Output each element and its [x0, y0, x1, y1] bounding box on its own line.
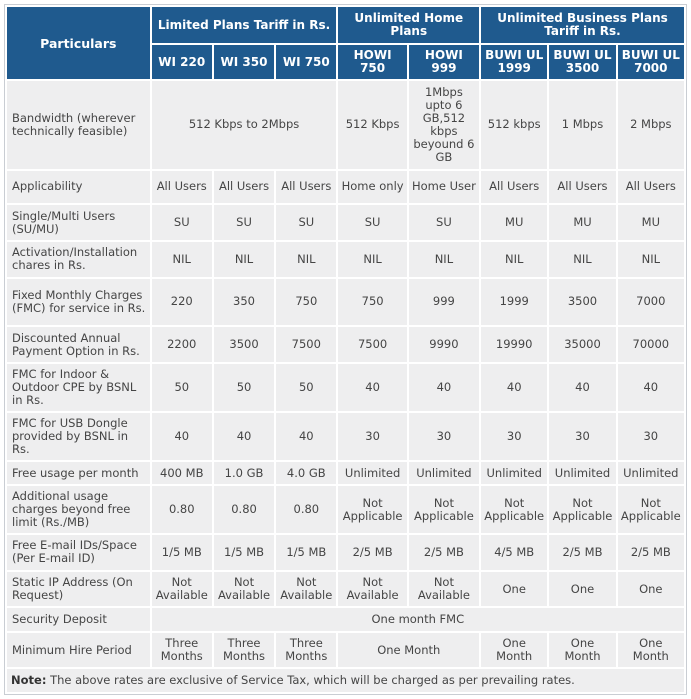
table-cell: 1Mbps upto 6 GB,512 kbps beyound 6 GB — [409, 81, 479, 169]
table-cell: NIL — [481, 242, 547, 277]
table-cell: 2200 — [152, 327, 212, 362]
table-cell: 30 — [338, 413, 406, 460]
row-security-deposit — [7, 608, 684, 630]
table-cell: 70000 — [618, 327, 684, 362]
table-cell: SU — [152, 205, 212, 240]
table-cell: NIL — [214, 242, 274, 277]
plan-header-buwi1999: BUWI UL 1999 — [481, 45, 547, 79]
table-cell: MU — [549, 205, 615, 240]
table-cell: 1/5 MB — [214, 535, 274, 570]
particulars-header: Particulars — [7, 7, 150, 79]
table-cell: One Month — [338, 633, 479, 668]
row-fmc — [7, 279, 684, 326]
table-cell: 40 — [276, 413, 336, 460]
table-cell: NIL — [618, 242, 684, 277]
group-header-row — [7, 7, 684, 43]
table-cell: All Users — [481, 171, 547, 204]
table-cell: SU — [214, 205, 274, 240]
table-cell: 2/5 MB — [549, 535, 615, 570]
row-activation — [7, 242, 684, 277]
table-cell: One — [549, 572, 615, 607]
table-cell: 4/5 MB — [481, 535, 547, 570]
table-cell: All Users — [549, 171, 615, 204]
table-cell: Three Months — [276, 633, 336, 668]
group-header-home: Unlimited Home Plans — [338, 7, 479, 43]
row-additional-usage — [7, 486, 684, 533]
table-cell: One Month — [549, 633, 615, 668]
table-cell: NIL — [549, 242, 615, 277]
row-discounted — [7, 327, 684, 362]
row-label: Applicability — [7, 171, 150, 204]
note-prefix: Note: — [11, 673, 47, 688]
table-cell: 2/5 MB — [409, 535, 479, 570]
table-cell: 350 — [214, 279, 274, 326]
table-cell: 750 — [338, 279, 406, 326]
table-cell: One — [481, 572, 547, 607]
plan-header-wi220: WI 220 — [152, 45, 212, 79]
table-cell: Unlimited — [338, 462, 406, 484]
row-label: Security Deposit — [7, 608, 150, 630]
table-cell: Not Applicable — [549, 486, 615, 533]
table-cell: 400 MB — [152, 462, 212, 484]
row-static-ip — [7, 572, 684, 607]
table-cell: 50 — [152, 364, 212, 411]
table-cell: 512 kbps — [481, 81, 547, 169]
table-cell: 35000 — [549, 327, 615, 362]
table-cell: 1.0 GB — [214, 462, 274, 484]
table-cell: 750 — [276, 279, 336, 326]
table-cell: All Users — [214, 171, 274, 204]
table-cell: All Users — [152, 171, 212, 204]
table-cell: 999 — [409, 279, 479, 326]
table-cell: All Users — [276, 171, 336, 204]
table-cell: 50 — [276, 364, 336, 411]
plan-header-howi999: HOWI 999 — [409, 45, 479, 79]
row-label: Additional usage charges beyond free limit (Rs./MB) — [7, 486, 150, 533]
row-label: Free E-mail IDs/Space (Per E-mail ID) — [7, 535, 150, 570]
table-cell: One month FMC — [152, 608, 684, 630]
table-cell: Not Available — [276, 572, 336, 607]
table-cell: 7000 — [618, 279, 684, 326]
row-label: FMC for Indoor & Outdoor CPE by BSNL in Rs. — [7, 364, 150, 411]
table-cell: All Users — [618, 171, 684, 204]
table-cell: 19990 — [481, 327, 547, 362]
table-cell: NIL — [338, 242, 406, 277]
tariff-table — [4, 4, 687, 695]
table-cell: NIL — [276, 242, 336, 277]
row-applicability — [7, 171, 684, 204]
table-cell: 1/5 MB — [276, 535, 336, 570]
table-cell: MU — [481, 205, 547, 240]
row-label: FMC for USB Dongle provided by BSNL in Rs. — [7, 413, 150, 460]
table-cell: 40 — [481, 364, 547, 411]
group-header-limited: Limited Plans Tariff in Rs. — [152, 7, 337, 43]
row-label: Free usage per month — [7, 462, 150, 484]
table-cell: 9990 — [409, 327, 479, 362]
row-note — [7, 669, 684, 692]
table-cell: 40 — [152, 413, 212, 460]
table-cell: Not Applicable — [409, 486, 479, 533]
plan-header-buwi7000: BUWI UL 7000 — [618, 45, 684, 79]
table-cell: 40 — [409, 364, 479, 411]
table-cell: 30 — [409, 413, 479, 460]
table-cell: 7500 — [338, 327, 406, 362]
table-cell: Not Available — [214, 572, 274, 607]
table-cell: 3500 — [549, 279, 615, 326]
table-cell: 0.80 — [152, 486, 212, 533]
row-label: Single/Multi Users (SU/MU) — [7, 205, 150, 240]
table-cell: Not Available — [409, 572, 479, 607]
row-label: Minimum Hire Period — [7, 633, 150, 668]
table-cell: 40 — [214, 413, 274, 460]
table-cell: 1 Mbps — [549, 81, 615, 169]
table-cell: Not Available — [152, 572, 212, 607]
table-cell: 30 — [549, 413, 615, 460]
row-label: Fixed Monthly Charges (FMC) for service in Rs. — [7, 279, 150, 326]
table-cell: 220 — [152, 279, 212, 326]
table-cell: One Month — [481, 633, 547, 668]
table-cell: 2/5 MB — [618, 535, 684, 570]
table-cell: Unlimited — [481, 462, 547, 484]
table-cell: Not Applicable — [618, 486, 684, 533]
table-cell: 1/5 MB — [152, 535, 212, 570]
row-users — [7, 205, 684, 240]
row-label: Static IP Address (On Request) — [7, 572, 150, 607]
table-cell: 0.80 — [214, 486, 274, 533]
table-cell: 40 — [618, 364, 684, 411]
row-label: Discounted Annual Payment Option in Rs. — [7, 327, 150, 362]
table-cell: Not Applicable — [338, 486, 406, 533]
table-cell: Home User — [409, 171, 479, 204]
plan-header-wi750: WI 750 — [276, 45, 336, 79]
table-cell: 512 Kbps — [338, 81, 406, 169]
table-cell: 50 — [214, 364, 274, 411]
note-body: The above rates are exclusive of Service Tax, which will be charged as per prevailing rates. — [46, 673, 575, 688]
table-cell: NIL — [152, 242, 212, 277]
table-cell: 4.0 GB — [276, 462, 336, 484]
table-cell: Three Months — [214, 633, 274, 668]
row-cpe — [7, 364, 684, 411]
table-cell: SU — [276, 205, 336, 240]
row-minimum-hire — [7, 633, 684, 668]
table-cell: Home only — [338, 171, 406, 204]
table-cell: SU — [409, 205, 479, 240]
table-cell: 1999 — [481, 279, 547, 326]
table-cell: 512 Kbps to 2Mbps — [152, 81, 337, 169]
table-cell: One Month — [618, 633, 684, 668]
plan-header-wi350: WI 350 — [214, 45, 274, 79]
table-cell: Not Applicable — [481, 486, 547, 533]
plan-header-buwi3500: BUWI UL 3500 — [549, 45, 615, 79]
table-cell: 40 — [338, 364, 406, 411]
table-cell: Three Months — [152, 633, 212, 668]
row-bandwidth — [7, 81, 684, 169]
table-cell: 7500 — [276, 327, 336, 362]
table-cell: Unlimited — [409, 462, 479, 484]
table-cell: 30 — [481, 413, 547, 460]
row-email — [7, 535, 684, 570]
table-cell: One — [618, 572, 684, 607]
table-cell: 2 Mbps — [618, 81, 684, 169]
table-cell: 3500 — [214, 327, 274, 362]
row-label: Activation/Installation chares in Rs. — [7, 242, 150, 277]
row-free-usage — [7, 462, 684, 484]
table-cell: 2/5 MB — [338, 535, 406, 570]
row-label: Bandwidth (wherever technically feasible) — [7, 81, 150, 169]
table-cell: 0.80 — [276, 486, 336, 533]
table-cell: 30 — [618, 413, 684, 460]
table-cell: MU — [618, 205, 684, 240]
table-cell: Unlimited — [549, 462, 615, 484]
table-cell: 40 — [549, 364, 615, 411]
note-text — [7, 669, 684, 692]
group-header-business: Unlimited Business Plans Tariff in Rs. — [481, 7, 684, 43]
row-usb — [7, 413, 684, 460]
table-cell: Unlimited — [618, 462, 684, 484]
plan-header-howi750: HOWI 750 — [338, 45, 406, 79]
table-cell: SU — [338, 205, 406, 240]
table-cell: Not Available — [338, 572, 406, 607]
table-cell: NIL — [409, 242, 479, 277]
